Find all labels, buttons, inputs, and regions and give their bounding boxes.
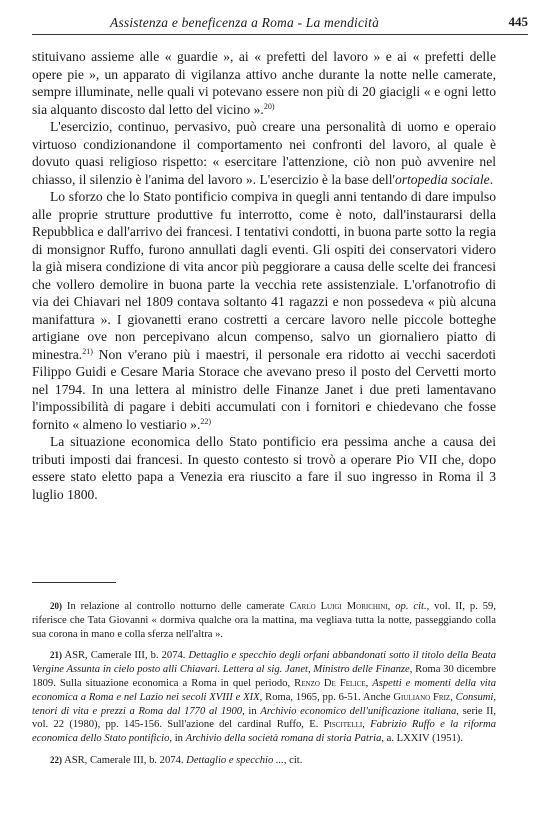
- running-header: [32, 14, 528, 35]
- footnote-22-text: ASR, Camerale III, b. 2074.: [62, 754, 187, 766]
- running-title: Assistenza e beneficenza a Roma - La mendicità: [110, 15, 380, 30]
- footnote-21-text-6: , in: [242, 705, 261, 717]
- footnote-21-text-5: ,: [450, 691, 456, 703]
- footnote-21-author-1: Renzo De Felice: [294, 677, 366, 689]
- footnotes: [32, 600, 496, 776]
- page-number: 445: [508, 14, 528, 29]
- paragraph-2-text: L'esercizio, continuo, pervasivo, può creare una personalità di uomo e operaio virtuoso condizionandone il comportamento nei confronti del lavoro, al quale è dovuto quasi religioso rispetto: « esercitare l'attenzione, ciò non può avvenire nel chiasso, il silenzio è l'anima del lavoro ». L'esercizio è la base dell': [32, 119, 496, 187]
- footnote-20-rest: , vol. II, p. 59, riferisce che Tata Giovanni « dormiva qualche ora la mattina, ma vegliava tutta la notte, passeggiando colla sua corona in mano e colla sferza nell'altra ».: [32, 601, 496, 640]
- footnote-22: [32, 754, 496, 768]
- footnote-21-text-8: ,: [362, 719, 371, 731]
- footnote-20-marker: 20): [50, 601, 62, 611]
- footnote-20-opcit: op. cit.: [395, 601, 427, 612]
- footnote-21-author-3: E. Piscitelli: [309, 719, 363, 731]
- footnote-ref-21: 21): [82, 346, 93, 356]
- footnote-22-marker: 22): [50, 754, 62, 765]
- footnote-21-text-7: , serie II, vol. 22 (1980), pp. 145-156. Sull'azione del cardinal Ruffo,: [32, 705, 497, 731]
- footnote-21-text-3: ,: [365, 677, 373, 689]
- footnote-21-title-6: Archivio della società romana di storia Patria: [185, 733, 382, 745]
- paragraph-2: [32, 118, 496, 188]
- footnote-21-title-3: Consumi, tenori di vita e prezzi a Roma dal 1770 al 1900: [32, 691, 496, 717]
- footnote-22-title: Dettaglio e specchio ...: [186, 754, 284, 766]
- footnote-21: [32, 649, 496, 746]
- footnote-21-text-1: ASR, Camerale III, b. 2074.: [62, 650, 189, 662]
- footnote-20-text: In relazione al controllo notturno delle camerate: [62, 601, 290, 612]
- footnote-21-text-2: , Roma 30 dicembre 1809. Sulla situazione economica a Roma in quel periodo,: [32, 664, 496, 689]
- footnote-20-author: Carlo Luigi Morichini: [289, 601, 388, 612]
- paragraph-2-end: .: [489, 171, 494, 187]
- footnote-21-text-4: , Roma, 1965, pp. 6-51. Anche: [259, 691, 394, 703]
- footnote-ref-22: 22): [200, 416, 212, 426]
- footnote-22-rest: , cit.: [283, 754, 303, 766]
- footnote-21-title-4: Archivio economico dell'unificazione italiana: [260, 705, 457, 717]
- footnote-21-text-10: , a. LXXIV (1951).: [381, 733, 463, 745]
- footnote-21-text-9: , in: [169, 733, 186, 745]
- footnote-21-title-1: Dettaglio e specchio degli orfani abbandonati sotto il titolo della Beata Vergine Assunta in cielo posto alli Chiavari. Lettera al sig. Janet, Ministro delle Finanze: [32, 650, 496, 676]
- paragraph-4: La situazione economica dello Stato pontificio era pessima anche a causa dei tributi imposti dai francesi. In questo contesto si trovò a operare Pio VII che, dopo essere stato eletto papa a Venezia era riuscito a fare il suo ingresso in Roma il 3 luglio 1800.: [32, 434, 496, 502]
- footnote-ref-20: 20): [263, 101, 275, 111]
- footnote-21-title-5: Fabrizio Ruffo e la riforma economica dello Stato pontificio: [32, 719, 497, 745]
- footnote-21-author-2: Giuliano Friz: [393, 691, 451, 703]
- footnote-divider: [32, 582, 116, 583]
- main-text: [32, 48, 496, 503]
- paragraph-3-text-a: Lo sforzo che lo Stato pontificio compiva in quegli anni tentando di dare impulso alle proprie strutture produttive fu interrotto, come è noto, dall'instaurarsi della Repubblica e dall'arrivo dei francesi. I tentativi condotti, in buona parte sotto la regia di monsignor Ruffo, furono annullati dagli eventi. Gli ospiti dei conservatori videro la già misera condizione di vita ancor più peggiorare a causa delle scelte dei francesi che vollero demolire in buona parte la vecchia rete assistenziale. L'orfanotrofio di via dei Chiavari nel 1809 contava soltanto 41 ragazzi e non possedeva « più alcuna manifattura ». I giovanetti erano costretti a cercare lavoro nelle piccole botteghe artigiane ove non percepivano alcun compenso, salvo un giornaliero piatto di minestra.: [32, 189, 496, 362]
- emphasis-ortopedia-sociale: ortopedia sociale: [394, 171, 490, 187]
- footnote-21-marker: 21): [50, 650, 62, 661]
- paragraph-1-text: stituivano assieme alle « guardie », ai « prefetti del lavoro » e ai « prefetti delle opere pie », un apparato di vigilanza attivo anche durante la notte nelle camerate, sempre illuminate, nelle quali vi potevano essere non più di 20 giacigli « e ogni letto sia alquanto discosto dal letto del vicino ».: [32, 49, 496, 117]
- paragraph-3: [32, 188, 496, 433]
- paragraph-1: [32, 48, 496, 118]
- footnote-20-sep: ,: [387, 601, 396, 612]
- footnote-21-title-2: Aspetti e momenti della vita economica a Roma e nel Lazio nei secoli XVIII e XIX: [32, 677, 496, 703]
- footnote-20: [32, 600, 496, 641]
- paragraph-3-text-b: Non v'erano più i maestri, il personale era ridotto ai vecchi sacerdoti Filippo Guidi e Cesare Maria Storace che avevano preso il posto del Cervetti morto nel 1794. In una lettera al ministro delle Finanze Janet i due preti lamentavano l'impossibilità di pagare i debiti accumulati con i fornitori e chiedevano che fosse fornito « almeno lo vestiario ».: [32, 346, 496, 432]
